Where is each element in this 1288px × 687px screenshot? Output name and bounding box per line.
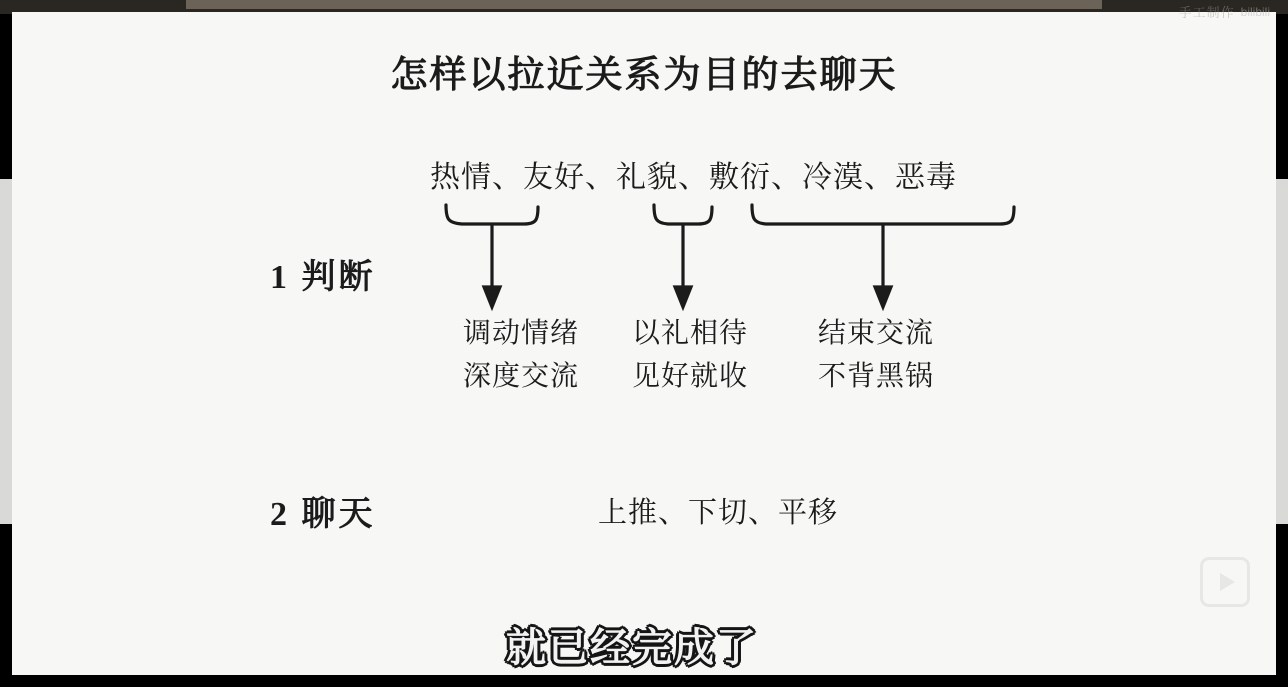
play-icon [1200, 557, 1250, 607]
right-letterbox-gray [1276, 179, 1288, 524]
watermark-text: 手工制作 [1178, 5, 1235, 20]
arrow-head-3 [875, 287, 891, 307]
brace-group-diagram [422, 197, 1062, 322]
braces-svg [422, 197, 1062, 322]
outcome-column-1 [463, 312, 579, 399]
left-letterbox [0, 14, 12, 673]
outcome-1-line-2: 深度交流 [463, 361, 580, 393]
outcome-3-line-2: 不背黑锅 [818, 361, 935, 393]
page-title: 怎样以拉近关系为目的去聊天 [390, 55, 898, 96]
outcome-3-line-1: 结束交流 [818, 318, 935, 349]
outcome-column-3 [818, 312, 934, 399]
right-letterbox [1276, 14, 1288, 673]
watermark-badge: bilibili [1240, 4, 1270, 19]
outcome-column-2 [632, 312, 748, 399]
brace-3 [752, 205, 1014, 224]
brace-2 [654, 205, 712, 224]
top-strip-highlight [186, 0, 1102, 9]
arrow-head-2 [675, 287, 691, 307]
left-letterbox-gray [0, 179, 12, 524]
subtitle-caption: 就已经完成了 [506, 626, 758, 670]
watermark-logo [1241, 5, 1270, 19]
emotion-spectrum-text: 热情、友好、礼貌、敷衍、冷漠、恶毒 [430, 161, 957, 194]
row-label-judge: 1 判断 [270, 259, 376, 296]
outcome-2-line-1: 以礼相待 [632, 318, 749, 349]
channel-watermark [1179, 2, 1270, 21]
outcome-1-line-1: 调动情绪 [463, 318, 580, 349]
outcome-2-line-2: 见好就收 [632, 361, 749, 393]
chat-techniques-text: 上推、下切、平移 [598, 497, 839, 529]
play-triangle [1220, 573, 1235, 591]
whiteboard [12, 12, 1276, 675]
arrow-head-1 [484, 287, 500, 307]
row-label-chat: 2 聊天 [270, 496, 376, 533]
brace-1 [446, 205, 538, 224]
